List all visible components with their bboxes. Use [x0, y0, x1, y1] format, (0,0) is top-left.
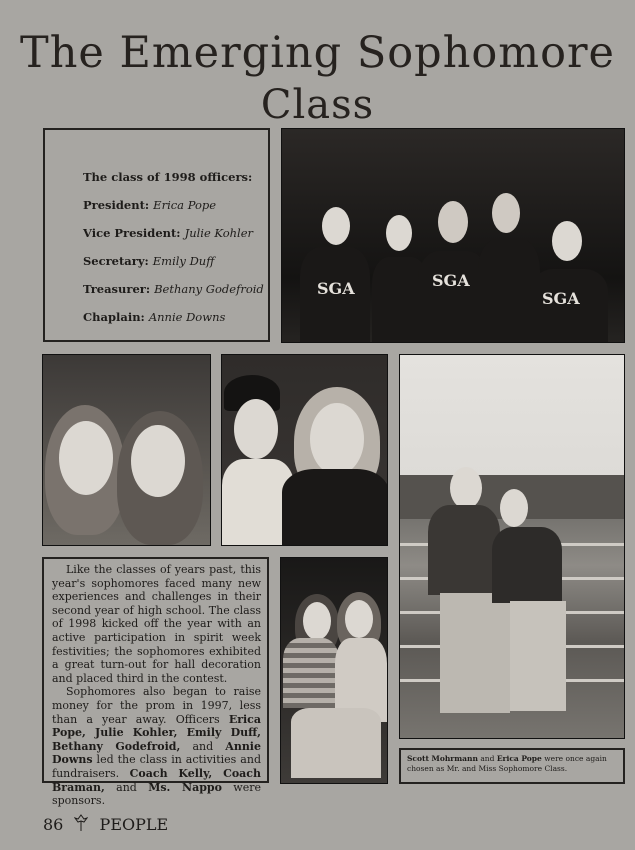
shirt-text: SGA [317, 279, 355, 298]
story-sponsors: Coach Kelly, Coach Braman, [52, 766, 261, 794]
story-box [42, 557, 269, 808]
story-paragraph-1: Like the classes of years past, this year's sophomores faced many new experiences and challenges in their second year of high school. The class of 1998 kicked off the year with an active participation in spirit week festivities; the sophomores exhibited a great turn-out for hall decoration and placed third in the contest. [52, 563, 261, 685]
page-number: 86 [43, 815, 64, 834]
officer-role: Vice President: [83, 226, 181, 240]
two-girls-photo [42, 354, 211, 546]
photo-caption [399, 748, 625, 784]
boy-girl-photo [221, 354, 388, 546]
officer-name: Annie Downs [148, 310, 226, 324]
officers-heading: The class of 1998 officers: [83, 170, 253, 184]
story-paragraph-2 [44, 685, 267, 807]
page-title-line1: The Emerging Sophomore [20, 28, 615, 78]
officer-president [83, 198, 216, 212]
story-text: were sponsors. [52, 780, 261, 808]
officers-box [43, 128, 270, 342]
officer-role: President: [83, 198, 150, 212]
page-footer [43, 814, 168, 836]
officer-name: Julie Kohler [184, 226, 254, 240]
story-text: and [180, 739, 226, 753]
officers-group-photo [281, 128, 625, 343]
story-names: Erica Pope, Julie Kohler, Emily Duff, Bethany Godefroid, [52, 712, 261, 753]
officer-vice-president [83, 226, 253, 240]
bleachers-girls-photo [280, 557, 388, 784]
shirt-text: SGA [432, 271, 470, 290]
caption-text: and [477, 754, 497, 763]
story-sponsors: Ms. Nappo [148, 780, 222, 794]
story-text: Sophomores also began to raise money for the prom in 1997, less than a year away. Officers [52, 685, 261, 726]
story-names: Annie Downs [52, 739, 261, 767]
caption-text: were once again chosen as Mr. and Miss Sophomore Class. [407, 754, 607, 773]
section-label: PEOPLE [99, 815, 169, 834]
caption-name-1: Scott Mohrmann [407, 754, 478, 763]
officer-role: Treasurer: [83, 282, 151, 296]
page-title-line2: Class [260, 82, 375, 128]
shirt-text: SGA [542, 289, 580, 308]
officer-treasurer [83, 282, 264, 296]
officer-role: Chaplain: [83, 310, 145, 324]
section-icon [74, 814, 88, 836]
officer-role: Secretary: [83, 254, 149, 268]
story-text: and [104, 780, 149, 794]
mr-miss-sophomore-photo [399, 354, 625, 739]
officer-chaplain [83, 310, 225, 324]
officer-name: Emily Duff [152, 254, 215, 268]
story-text: led the class in activities and fundraisers. [52, 753, 261, 780]
caption-name-2: Erica Pope [496, 754, 542, 763]
officer-name: Bethany Godefroid [154, 282, 264, 296]
officer-name: Erica Pope [153, 198, 217, 212]
officer-secretary [83, 254, 214, 268]
